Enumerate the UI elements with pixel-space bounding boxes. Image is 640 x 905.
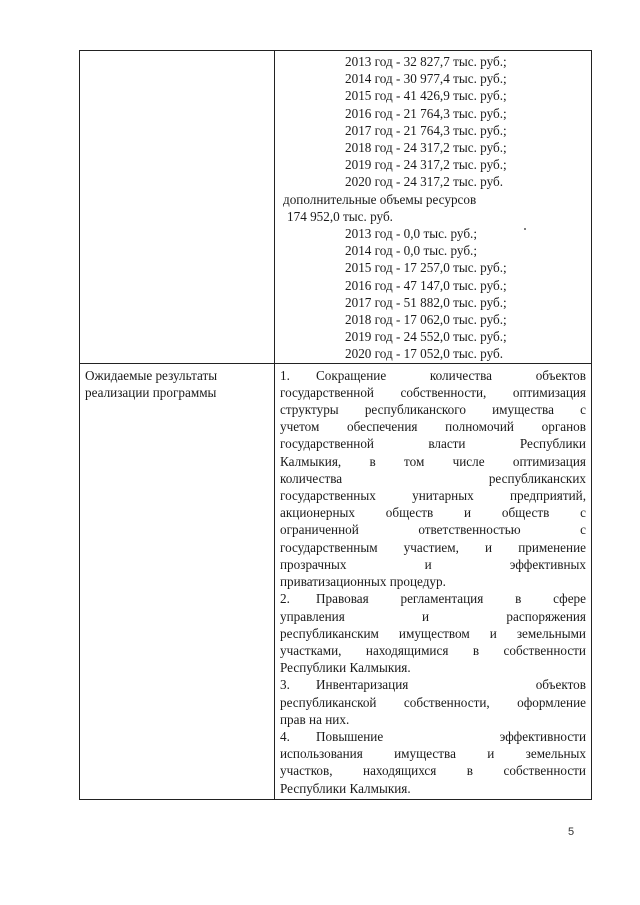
funding-row: [80, 51, 592, 364]
result-item-line: республиканской собственности, оформление: [280, 694, 586, 710]
page-number: 5: [568, 826, 575, 838]
funding-additional-year: 2013 год - 0,0 тыс. руб.;: [345, 226, 478, 242]
funding-cell: [275, 51, 592, 364]
result-item-line: Повышение эффективности: [316, 728, 586, 744]
funding-main-year: 2016 год - 21 764,3 тыс. руб.;: [345, 105, 507, 121]
result-item: [280, 367, 586, 591]
funding-main-year: 2013 год - 32 827,7 тыс. руб.;: [345, 54, 507, 69]
result-item-line: структуры республиканского имущества с: [280, 402, 586, 418]
result-item-line: государственной власти Республики: [280, 436, 586, 452]
funding-additional-year: 2015 год - 17 257,0 тыс. руб.;: [345, 260, 507, 276]
result-item-line: Республики Калмыкия.: [280, 780, 411, 796]
result-item-number: 4.: [280, 728, 290, 744]
expected-results-label-cell: [80, 363, 275, 799]
funding-additional-year: 2019 год - 24 552,0 тыс. руб.;: [345, 329, 507, 345]
result-item-line: Калмыкия, в том числе оптимизация: [280, 453, 586, 469]
result-item-number: 1.: [280, 367, 290, 383]
funding-label-cell: [80, 51, 275, 364]
result-item-number: 3.: [280, 677, 290, 693]
result-item-line: учетом обеспечения полномочий органов: [280, 419, 586, 435]
funding-main-year: 2017 год - 21 764,3 тыс. руб.;: [345, 122, 507, 138]
funding-main-year: 2015 год - 41 426,9 тыс. руб.;: [345, 88, 507, 104]
result-item-line: управления и распоряжения: [280, 608, 586, 624]
additional-resources-total: 174 952,0 тыс. руб.: [287, 208, 393, 224]
funding-additional-year: 2014 год - 0,0 тыс. руб.;: [345, 243, 478, 259]
funding-main-year: 2014 год - 30 977,4 тыс. руб.;: [345, 71, 507, 87]
result-item-line: прозрачных и эффективных: [280, 556, 586, 572]
result-item-line: государственным участием, и применение: [280, 539, 586, 555]
result-item-line: приватизационных процедур.: [280, 574, 446, 590]
result-item-line: участками, находящимися в собственности: [280, 642, 586, 658]
expected-results-label: реализации программы: [85, 384, 217, 400]
funding-additional-year: 2016 год - 47 147,0 тыс. руб.;: [345, 277, 507, 293]
result-item-line: Инвентаризация объектов: [316, 677, 586, 693]
result-item-line: республиканским имуществом и земельными: [280, 625, 586, 641]
result-item: [280, 728, 586, 797]
additional-resources-header: дополнительные объемы ресурсов: [283, 191, 477, 207]
result-item-line: акционерных обществ и обществ с: [280, 505, 586, 521]
funding-main-year: 2018 год - 24 317,2 тыс. руб.;: [345, 140, 507, 156]
result-item-line: Республики Калмыкия.: [280, 660, 411, 676]
expected-results-cell: [275, 363, 592, 799]
funding-additional-year: 2018 год - 17 062,0 тыс. руб.;: [345, 312, 507, 328]
result-item-line: прав на них.: [280, 711, 350, 727]
program-passport-table: [79, 50, 592, 800]
expected-results-list: [275, 364, 591, 799]
result-item: [280, 590, 586, 676]
funding-additional-year: 2020 год - 17 052,0 тыс. руб.: [345, 346, 504, 362]
result-item-line: Правовая регламентация в сфере: [316, 591, 586, 607]
expected-results-label: Ожидаемые результаты: [85, 367, 218, 383]
result-item-line: участков, находящихся в собственности: [280, 763, 586, 779]
result-item-line: количества республиканских: [280, 470, 586, 486]
funding-additional-year: 2017 год - 51 882,0 тыс. руб.;: [345, 294, 507, 310]
funding-main-year: 2020 год - 24 317,2 тыс. руб.: [345, 174, 504, 190]
expected-results-row: [80, 363, 592, 799]
result-item-line: Сокращение количества объектов: [316, 367, 586, 383]
result-item-line: государственных унитарных предприятий,: [280, 488, 586, 504]
funding-main-year: 2019 год - 24 317,2 тыс. руб.;: [345, 157, 507, 173]
scan-speck: [524, 228, 526, 230]
funding-list: [275, 51, 591, 363]
result-item-number: 2.: [280, 591, 290, 607]
result-item: [280, 676, 586, 728]
result-item-line: использования имущества и земельных: [280, 746, 586, 762]
result-item-line: ограниченной ответственностью с: [280, 522, 586, 538]
result-item-line: государственной собственности, оптимизация: [280, 384, 586, 400]
